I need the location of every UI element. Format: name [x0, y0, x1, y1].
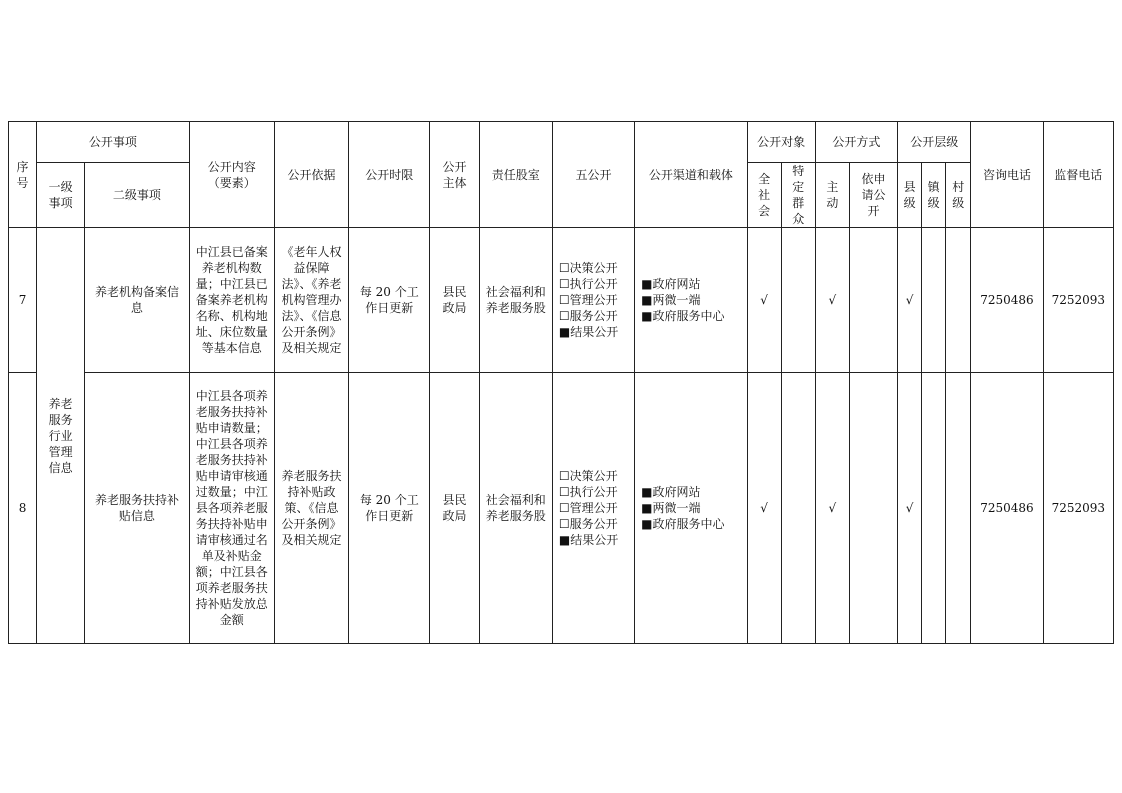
row-level-town — [922, 228, 946, 373]
header-item-group: 公开事项 — [37, 122, 190, 163]
row-method-active: √ — [815, 373, 849, 644]
header-five-open: 五公开 — [552, 122, 634, 228]
row-audience-specific — [781, 373, 815, 644]
header-department: 责任股室 — [479, 122, 552, 228]
table-row — [9, 373, 1114, 644]
row-level2: 养老机构备案信息 — [85, 228, 189, 373]
row-method-request — [849, 228, 897, 373]
channel-item: ■政府服务中心 — [641, 517, 725, 531]
header-row-1 — [9, 122, 1114, 163]
row-consult-phone: 7250486 — [971, 228, 1043, 373]
channel-item: ■两微一端 — [641, 501, 701, 515]
row-audience-all: √ — [747, 373, 781, 644]
row-time-limit: 每 20 个工作日更新 — [349, 228, 430, 373]
row-basis: 《老年人权益保障法》、《养老机构管理办法》、《信息公开条例》及相关规定 — [274, 228, 348, 373]
header-audience-all: 全社会 — [747, 163, 781, 228]
five-open-item: ■结果公开 — [558, 325, 619, 339]
header-method-group: 公开方式 — [815, 122, 897, 163]
row-level-village — [946, 373, 971, 644]
five-open-item: ☐执行公开 — [558, 277, 618, 291]
five-open-item: ☐管理公开 — [558, 293, 618, 307]
header-level-town: 镇级 — [922, 163, 946, 228]
header-channel: 公开渠道和载体 — [635, 122, 747, 228]
disclosure-table — [8, 121, 1114, 644]
row-level-town — [922, 373, 946, 644]
row-method-active: √ — [815, 228, 849, 373]
row-department: 社会福利和养老服务股 — [479, 373, 552, 644]
channel-list — [641, 276, 724, 324]
row-channels — [635, 228, 747, 373]
row-audience-specific — [781, 228, 815, 373]
level1-item: 养老服务行业管理信息 — [37, 228, 85, 644]
row-channels — [635, 373, 747, 644]
row-five-open — [552, 228, 634, 373]
five-open-item: ☐决策公开 — [558, 261, 618, 275]
header-method-active: 主动 — [815, 163, 849, 228]
row-content: 中江县已备案养老机构数量；中江县已备案养老机构名称、机构地址、床位数量等基本信息 — [189, 228, 274, 373]
header-level2: 二级事项 — [85, 163, 189, 228]
channel-item: ■政府服务中心 — [641, 309, 725, 323]
header-seq: 序号 — [9, 122, 37, 228]
row-basis: 养老服务扶持补贴政策、《信息公开条例》及相关规定 — [274, 373, 348, 644]
row-audience-all: √ — [747, 228, 781, 373]
header-level-county: 县级 — [898, 163, 922, 228]
header-basis: 公开依据 — [274, 122, 348, 228]
row-subject: 县民政局 — [430, 373, 479, 644]
header-subject: 公开主体 — [430, 122, 479, 228]
row-level-village — [946, 228, 971, 373]
row-subject: 县民政局 — [430, 228, 479, 373]
header-level1: 一级事项 — [37, 163, 85, 228]
row-method-request — [849, 373, 897, 644]
header-time-limit: 公开时限 — [349, 122, 430, 228]
table-row — [9, 228, 1114, 373]
five-open-item: ☐执行公开 — [558, 485, 618, 499]
header-level-village: 村级 — [946, 163, 971, 228]
five-open-item: ■结果公开 — [558, 533, 619, 547]
channel-item: ■两微一端 — [641, 293, 701, 307]
row-time-limit: 每 20 个工作日更新 — [349, 373, 430, 644]
channel-item: ■政府网站 — [641, 485, 701, 499]
header-consult-phone: 咨询电话 — [971, 122, 1043, 228]
channel-list — [641, 484, 724, 532]
header-method-request: 依申请公开 — [849, 163, 897, 228]
header-content: 公开内容（要素） — [189, 122, 274, 228]
row-supervise-phone: 7252093 — [1043, 373, 1113, 644]
row-five-open — [552, 373, 634, 644]
channel-item: ■政府网站 — [641, 277, 701, 291]
row-level2: 养老服务扶持补贴信息 — [85, 373, 189, 644]
header-audience-group: 公开对象 — [747, 122, 815, 163]
row-content: 中江县各项养老服务扶持补贴申请数量；中江县各项养老服务扶持补贴申请审核通过数量；中江县各项养老服务扶持补贴申请审核通过名单及补贴金额；中江县各项养老服务扶持补贴发放总金额 — [189, 373, 274, 644]
header-supervise-phone: 监督电话 — [1043, 122, 1113, 228]
row-level-county: √ — [898, 373, 922, 644]
row-consult-phone: 7250486 — [971, 373, 1043, 644]
row-seq: 7 — [9, 228, 37, 373]
five-open-list — [559, 468, 618, 548]
five-open-list — [559, 260, 618, 340]
five-open-item: ☐服务公开 — [558, 517, 618, 531]
row-supervise-phone: 7252093 — [1043, 228, 1113, 373]
row-seq: 8 — [9, 373, 37, 644]
row-department: 社会福利和养老服务股 — [479, 228, 552, 373]
header-level-group: 公开层级 — [898, 122, 971, 163]
header-audience-specific: 特定群众 — [781, 163, 815, 228]
five-open-item: ☐服务公开 — [558, 309, 618, 323]
five-open-item: ☐决策公开 — [558, 469, 618, 483]
five-open-item: ☐管理公开 — [558, 501, 618, 515]
row-level-county: √ — [898, 228, 922, 373]
